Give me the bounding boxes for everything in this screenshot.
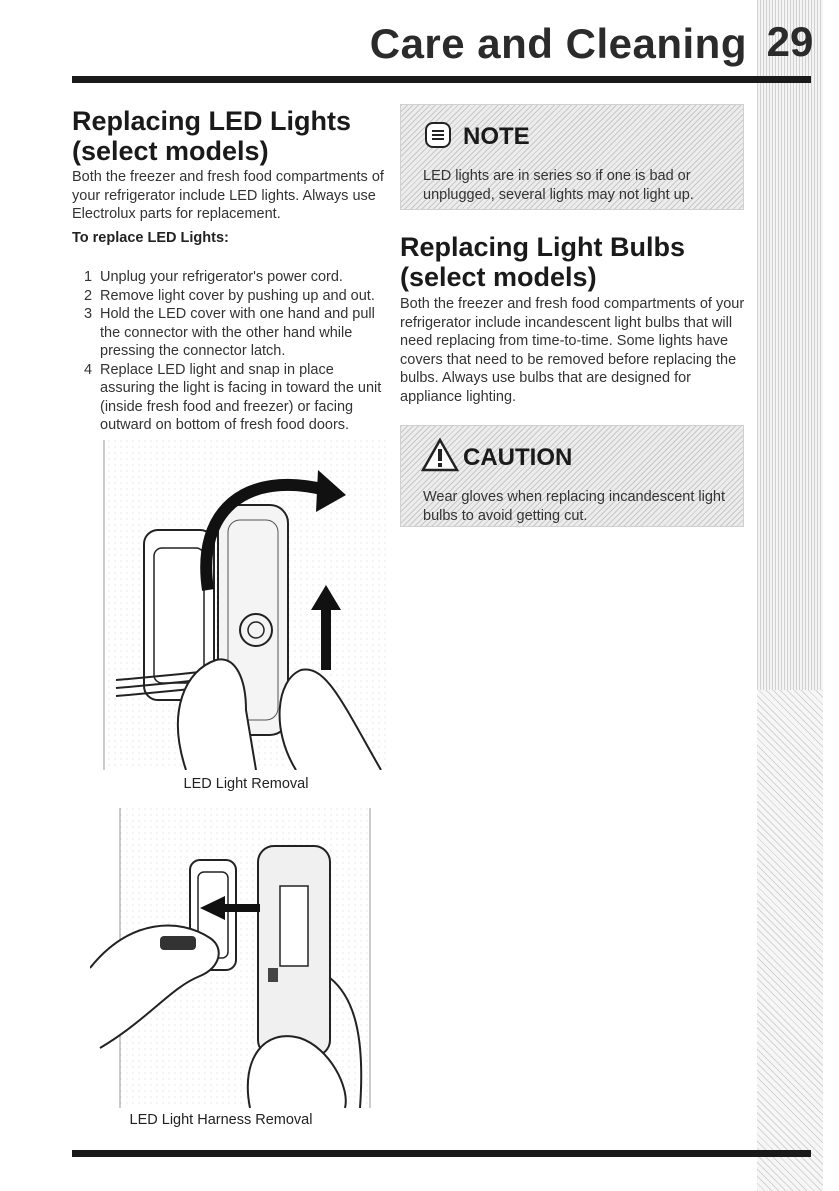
- list-item: 3 Hold the LED cover with one hand and pull the connector with the other hand while pressing the connector latch.: [84, 306, 375, 359]
- note-callout: [400, 104, 744, 210]
- led-light-removal-illustration: [96, 440, 396, 770]
- led-harness-removal-illustration: [90, 808, 380, 1108]
- caution-title: CAUTION: [463, 444, 573, 471]
- led-heading-line1: Replacing LED Lights: [72, 106, 352, 136]
- list-item: 2 Remove light cover by pushing up and out.: [84, 287, 375, 304]
- led-section-heading: [72, 106, 392, 166]
- led-subhead: To replace LED Lights:: [72, 230, 229, 246]
- bulb-text: Both the freezer and fresh food compartments of your refrigerator include incandescent light bulbs that will need replacing from time-to-time. Some lights have covers that need to be removed before replacing the bulbs. Always use bulbs that are designed for appliance lighting.: [400, 296, 745, 405]
- list-item: 4 Replace LED light and snap in place assuring the light is facing in toward the unit (inside fresh food and freezer) or facing outward on bottom of fresh food doors.: [84, 361, 382, 433]
- bulb-heading-line2: (select models): [400, 262, 597, 292]
- caution-callout: [400, 425, 744, 527]
- list-item: 1 Unplug your refrigerator's power cord.: [84, 269, 343, 285]
- note-text: LED lights are in series so if one is bad or unplugged, several lights may not light up.: [423, 168, 694, 203]
- note-title: NOTE: [463, 123, 530, 150]
- page-number: 29: [766, 18, 814, 65]
- footer-rule: [72, 1150, 811, 1157]
- caution-text: Wear gloves when replacing incandescent light bulbs to avoid getting cut.: [423, 489, 725, 524]
- figure2-caption: LED Light Harness Removal: [129, 1112, 313, 1128]
- led-intro: Both the freezer and fresh food compartments of your refrigerator include LED lights. Always use Electrolux parts for replacement.: [72, 169, 384, 222]
- led-heading-line2: (select models): [72, 136, 269, 166]
- led-steps-list: [72, 268, 392, 435]
- page-title: Care and Cleaning: [369, 20, 747, 67]
- figure1-caption: LED Light Removal: [183, 776, 309, 792]
- side-tab-pattern: [757, 690, 823, 1191]
- header-rule: [72, 76, 811, 83]
- bulb-heading-line1: Replacing Light Bulbs: [400, 232, 686, 262]
- warning-triangle-icon: [421, 438, 459, 472]
- note-icon: [423, 120, 453, 150]
- bulb-section-heading: [400, 232, 750, 292]
